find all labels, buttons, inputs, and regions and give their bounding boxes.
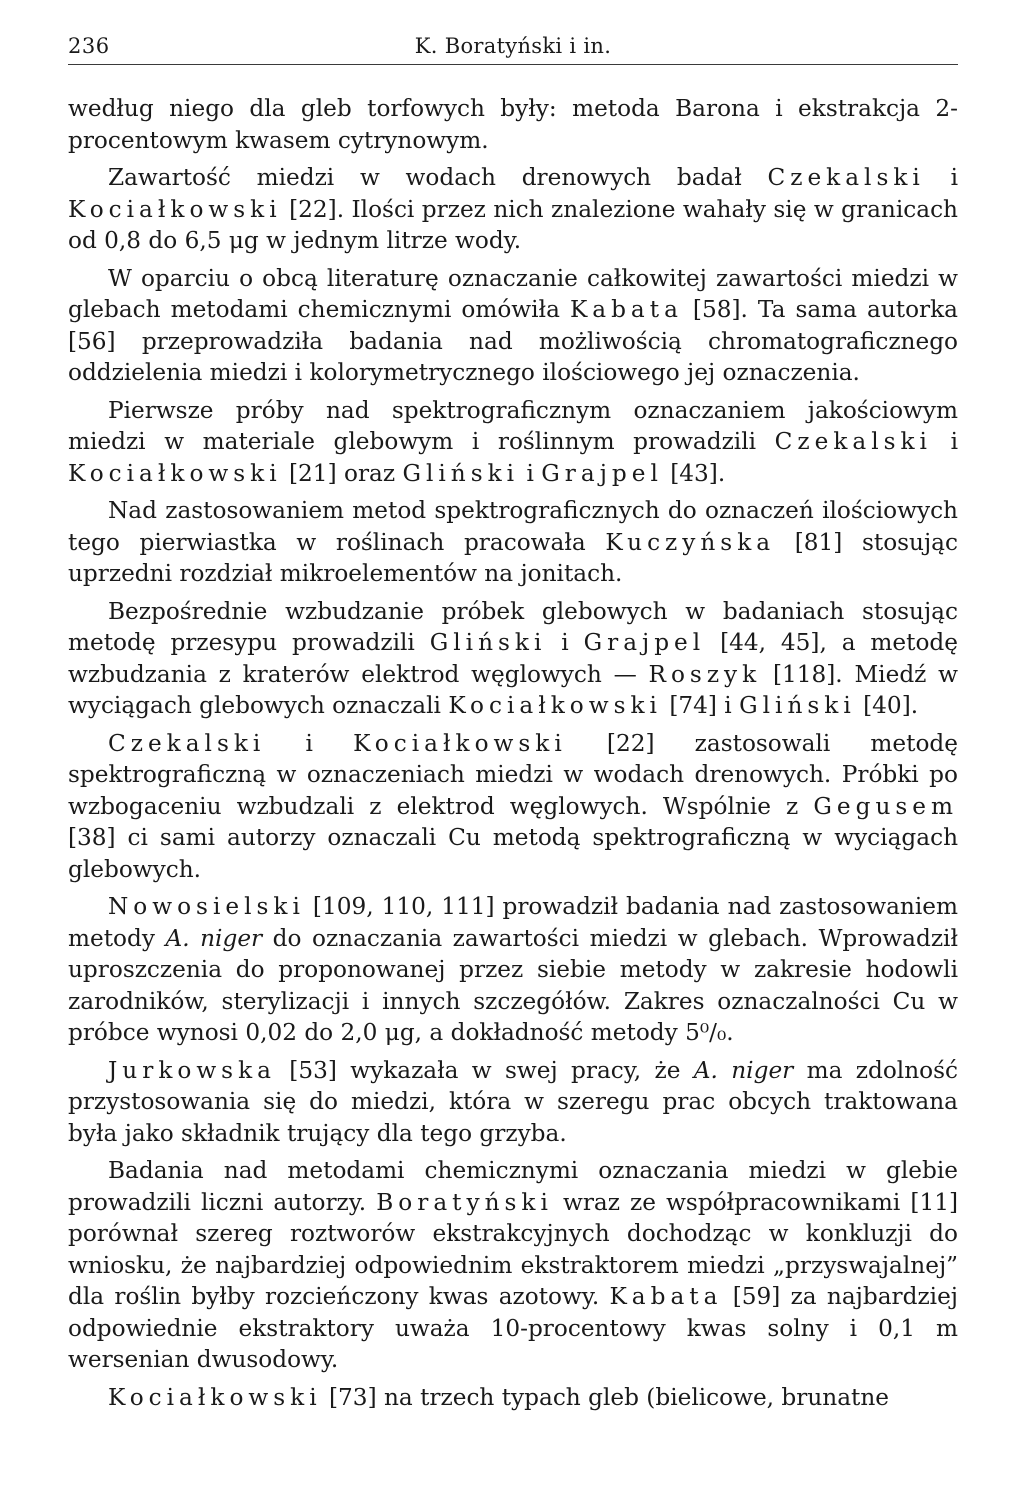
paragraph	[68, 495, 958, 590]
author-name: Gliński	[402, 459, 520, 487]
text-run: [40].	[855, 692, 919, 719]
text-run: i	[931, 428, 958, 455]
text-run: według niego dla gleb torfowych były: metoda Barona i ekstrakcja 2-procentowym kwasem cytrynowym.	[68, 95, 958, 154]
text-run: [109, 110, 111] prowadził badania nad zastosowaniem metody	[68, 893, 958, 952]
text-run: [74] i	[661, 692, 740, 719]
text-run: [38] ci sami autorzy oznaczali Cu metodą spektrograficzną w wyciągach glebowych.	[68, 824, 958, 883]
page-number: 236	[68, 34, 110, 58]
paragraph	[68, 395, 958, 490]
author-name: Czekalski	[767, 164, 925, 191]
species-name: A. niger	[165, 924, 263, 952]
text-run: [73] na trzech typach gleb (bielicowe, brunatne	[321, 1383, 890, 1411]
paragraph	[68, 93, 958, 156]
species-name: A. niger	[693, 1056, 794, 1084]
text-run: [118]. Miedź w wyciągach glebowych oznaczali	[68, 660, 958, 719]
text-run: Badania nad metodami chemicznymi oznaczania miedzi w glebie prowadzili liczni autorzy.	[68, 1157, 958, 1216]
text-run: do oznaczania zawartości miedzi w glebach. Wprowadził uproszczenia do proponowanej przez siebie metody w zakresie hodowli zarodników, sterylizacji i innych szczegółów. Zakres oznaczalności Cu w próbce wynosi 0,02 do 2,0 μg, a dokładność metody 5⁰/₀.	[68, 924, 958, 1046]
text-run: i	[924, 164, 958, 191]
text-run: [59] za najbardziej odpowiednie ekstraktory uważa 10-procentowy kwas solny i 0,1 m wersenian dwusodowy.	[68, 1283, 958, 1373]
author-name: Gegusem	[813, 792, 958, 820]
paragraph	[68, 1055, 958, 1150]
author-name: Jurkowska	[108, 1056, 276, 1084]
text-run: [21] oraz	[281, 459, 403, 487]
paragraph	[68, 891, 958, 1049]
author-name: Boratyński	[376, 1188, 553, 1216]
author-name: Kociałkowski	[448, 692, 662, 719]
author-name: Kociałkowski	[353, 729, 567, 757]
author-name: Kabata	[609, 1283, 723, 1310]
author-name: Czekalski	[108, 729, 266, 757]
text-run: Bezpośrednie wzbudzanie próbek glebowych w badaniach stosując metodę przesypu prowadzili	[68, 597, 958, 656]
author-name: Kuczyńska	[605, 528, 776, 556]
article-body	[68, 93, 958, 1419]
text-run: [53] wykazała w swej pracy, że	[275, 1056, 694, 1084]
paragraph	[68, 263, 958, 389]
text-run: Pierwsze próby nad spektrograficznym oznaczaniem jakościowym miedzi w materiale glebowym i roślinnym prowadzili	[68, 396, 958, 455]
text-run: [22]. Ilości przez nich znalezione wahały się w granicach od 0,8 do 6,5 μg w jednym litrze wody.	[68, 195, 958, 254]
running-title: K. Boratyński i in.	[414, 34, 612, 58]
text-run: [44, 45], a metodę wzbudzania z kraterów elektrod węglowych —	[68, 629, 958, 688]
text-run: [43].	[662, 459, 726, 487]
text-run: i	[265, 729, 354, 757]
paragraph	[68, 596, 958, 722]
page-header	[68, 30, 958, 65]
author-name: Kociałkowski	[108, 1383, 322, 1411]
text-run: wraz ze współpracownikami [11] porównał szereg roztworów ekstrakcyjnych dochodząc w konkluzji do wniosku, że najbardziej odpowiednim ekstraktorem miedzi „przyswajalnej” dla roślin byłby rozcieńczony kwas azotowy.	[68, 1188, 958, 1310]
text-run: i	[546, 629, 584, 656]
author-name: Czekalski	[774, 428, 932, 455]
paragraph	[68, 728, 958, 886]
text-run: [81] stosując uprzedni rozdział mikroelementów na jonitach.	[68, 528, 958, 587]
text-run: i	[519, 459, 542, 487]
text-run: [58]. Ta sama autorka [56] przeprowadziła badania nad możliwością chromatograficznego oddzielenia miedzi i kolorymetrycznego ilościowego jej oznaczenia.	[68, 296, 958, 386]
paragraph	[68, 1155, 958, 1376]
author-name: Nowosielski	[108, 893, 305, 920]
paragraph	[68, 162, 958, 257]
paragraph	[68, 1382, 958, 1414]
text-run: [22] zastosowali metodę spektrograficzną w oznaczeniach miedzi w wodach drenowych. Próbki po wzbogaceniu wzbudzali z elektrod węglowych. Wspólnie z	[68, 729, 958, 820]
author-name: Kociałkowski	[68, 459, 282, 487]
text-run: Zawartość miedzi w wodach drenowych badał	[108, 164, 768, 191]
author-name: Kabata	[569, 296, 683, 323]
author-name: Grajpel	[583, 629, 706, 656]
author-name: Grajpel	[541, 459, 663, 487]
author-name: Gliński	[429, 629, 547, 656]
author-name: Roszyk	[648, 660, 762, 688]
author-name: Gliński	[739, 692, 856, 719]
text-run: W oparciu o obcą literaturę oznaczanie całkowitej zawartości miedzi w glebach metodami chemicznymi omówiła	[68, 264, 958, 323]
text-run: Nad zastosowaniem metod spektrograficznych do oznaczeń ilościowych tego pierwiastka w roślinach pracowała	[68, 497, 958, 556]
text-run: ma zdolność przystosowania się do miedzi, która w szeregu prac obcych traktowana była jako składnik trujący dla tego grzyba.	[68, 1056, 958, 1147]
author-name: Kociałkowski	[68, 195, 282, 223]
